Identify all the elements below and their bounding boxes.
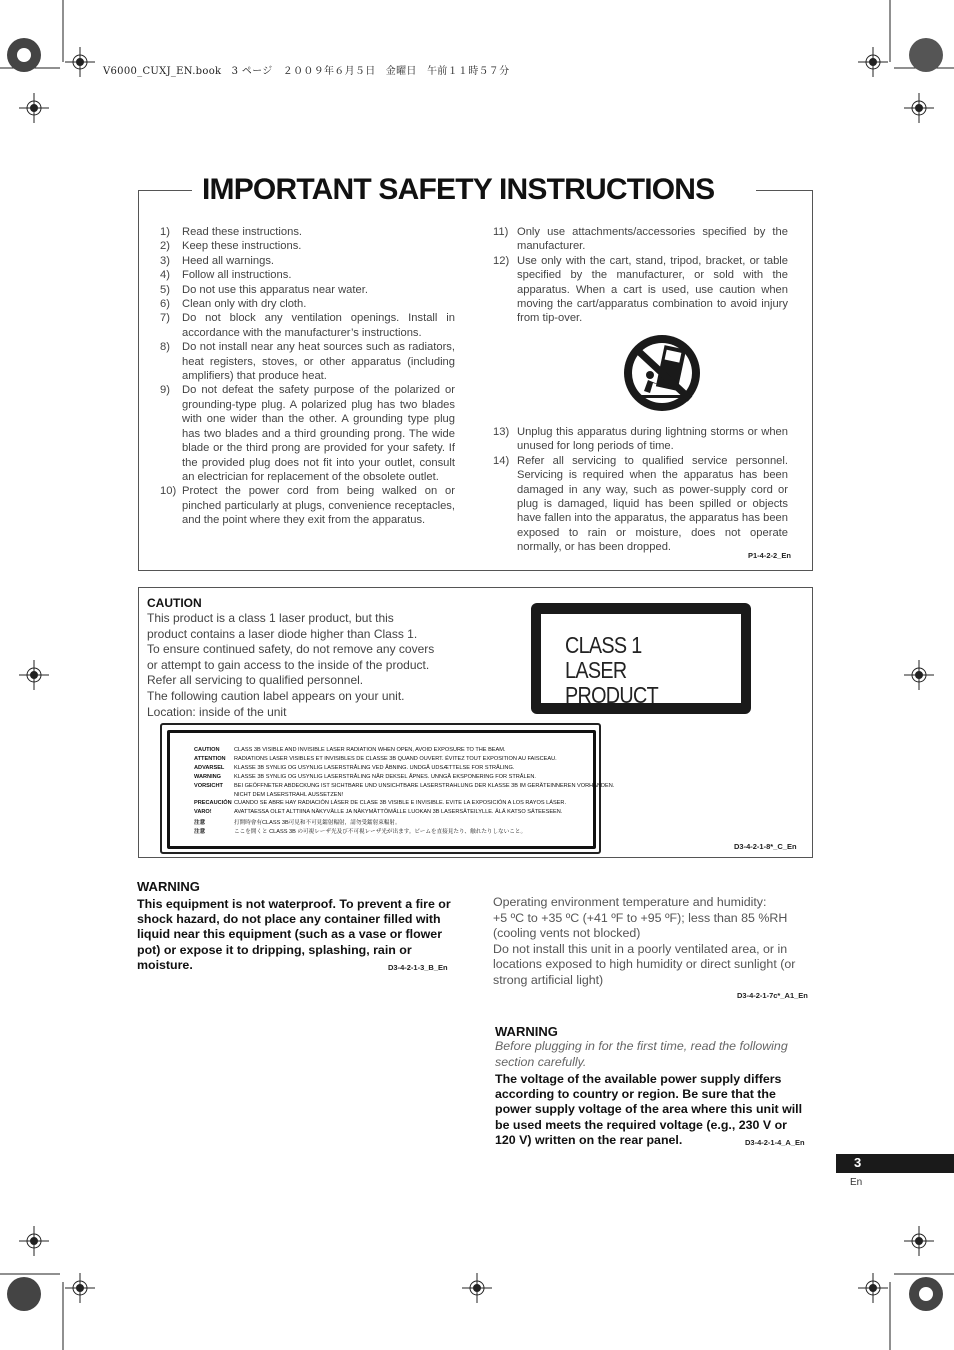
instruction-item	[160, 225, 455, 239]
sticker-heading: ATTENTION	[194, 755, 226, 762]
instruction-item	[160, 268, 455, 282]
sticker-row	[194, 792, 343, 798]
registration-mark-icon	[19, 1226, 49, 1256]
environment-line: Operating environment temperature and humidity:	[493, 895, 767, 909]
environment-line: strong artificial light)	[493, 972, 604, 987]
caution-line: Refer all servicing to qualified personnel.	[147, 673, 364, 688]
caution-line: This product is a class 1 laser product, but this	[147, 611, 394, 625]
instruction-item	[160, 239, 455, 253]
instruction-text: Protect the power cord from being walked on or pinched particularly at plugs, convenience receptacles, and the point where they exit from the apparatus.	[182, 485, 455, 527]
instruction-text: Read these instructions.	[182, 226, 303, 238]
instruction-text: Only use attachments/accessories specified by the manufacturer.	[517, 226, 788, 253]
sticker-row	[194, 747, 505, 753]
environment-line: locations exposed to high humidity or direct sunlight (or	[493, 957, 796, 972]
sticker-text: CLASS 3B VISIBLE AND INVISIBLE LASER RADIATION WHEN OPEN, AVOID EXPOSURE TO THE BEAM.	[234, 747, 506, 753]
environment-line: (cooling vents not blocked)	[493, 926, 641, 941]
cart-tipover-warning-icon	[620, 333, 704, 413]
instruction-item	[160, 254, 455, 268]
environment-line: Do not install this unit in a poorly ventilated area, or in	[493, 941, 788, 956]
sticker-row	[194, 827, 526, 835]
sticker-row	[194, 783, 614, 789]
sticker-heading: 注意	[194, 829, 206, 836]
registration-mark-icon	[858, 1273, 888, 1303]
sticker-row	[194, 756, 557, 762]
laser-label-line2: LASER PRODUCT	[565, 657, 658, 708]
instruction-item	[493, 454, 788, 555]
instructions-right-column-top	[493, 225, 788, 326]
warning-intro: Before plugging in for the first time, read the following section carefully.	[495, 1039, 788, 1069]
caution-line: or attempt to gain access to the inside of the product.	[147, 657, 430, 672]
registration-mark-icon	[462, 1273, 492, 1303]
caution-line: product contains a laser diode higher than Class 1.	[147, 626, 418, 641]
sticker-heading: 注意	[194, 820, 206, 827]
instruction-number: 5)	[160, 283, 170, 296]
instruction-item	[160, 484, 455, 527]
language-code: En	[850, 1177, 863, 1188]
ref-code: D3-4-2-1-3_B_En	[388, 963, 448, 972]
sticker-text: AVATTAESSA OLET ALTTIINA NÄKYVÄLLE JA NÄKYMÄTTÖMÄLLE LUOKAN 3B LASERSÄTEILYLLE. ÄLÄ KATSO SÄTEESEEN.	[234, 809, 563, 816]
instruction-text: Clean only with dry cloth.	[182, 298, 307, 311]
instruction-number: 2)	[160, 240, 170, 253]
page-number: 3	[854, 1155, 862, 1170]
caution-line: The following caution label appears on your unit.	[147, 688, 405, 703]
ref-code: D3-4-2-1-7c*_A1_En	[737, 991, 808, 1000]
instruction-number: 8)	[160, 341, 170, 354]
instruction-number: 7)	[160, 312, 170, 325]
sticker-heading: WARNING	[194, 773, 222, 780]
instruction-text: Unplug this apparatus during lightning storms or when unused for long periods of time.	[517, 426, 788, 453]
instruction-text: Do not use this apparatus near water.	[182, 283, 368, 296]
sticker-text: ここを開くと CLASS 3B の可視レーザ光及び不可視レーザ光が出ます。ビームを直接見たり、触れたりしないこと。	[234, 829, 527, 836]
caution-line: Location: inside of the unit	[147, 704, 287, 719]
instruction-number: 3)	[160, 254, 170, 267]
environment-text	[493, 895, 815, 989]
ref-code: P1-4-2-2_En	[748, 551, 791, 560]
instruction-item	[160, 297, 455, 311]
sticker-text: CUANDO SE ABRE HAY RADIACIÓN LÁSER DE CLASE 3B VISIBLE E INVISIBLE. EVITE LA EXPOSICIÓN A LOS RAYOS LÁSER.	[234, 800, 567, 807]
sticker-heading: ADVARSEL	[194, 764, 225, 771]
instruction-item	[493, 425, 788, 454]
class1-laser-label	[531, 603, 751, 714]
instruction-text: Do not block any ventilation openings. Install in accordance with the manufacturer’s instructions.	[182, 312, 455, 339]
environment-line: +5 ºC to +35 ºC (+41 ºF to +95 ºF); less than 85 %RH	[493, 910, 788, 925]
instruction-text: Follow all instructions.	[182, 269, 292, 282]
instruction-item	[160, 311, 455, 340]
sticker-row	[194, 774, 536, 780]
registration-mark-icon	[19, 660, 49, 690]
instructions-right-column-bottom	[493, 425, 788, 555]
instruction-number: 6)	[160, 298, 170, 311]
box-border-left	[138, 190, 192, 191]
instruction-text: Keep these instructions.	[182, 240, 302, 253]
caution-heading: CAUTION	[147, 596, 202, 610]
instructions-left-column	[160, 225, 455, 528]
instruction-number: 11)	[493, 226, 509, 238]
sticker-heading: VARO!	[194, 809, 212, 816]
instruction-item	[493, 254, 788, 326]
sticker-text: KLASSE 3B SYNLIG OG USYNLIG LASERSTRÅLING NÅR DEKSEL ÅPNES. UNNGÅ EKSPONERING FOR STRÅLEN.	[234, 773, 536, 780]
instruction-number: 1)	[160, 226, 170, 238]
page-title: IMPORTANT SAFETY INSTRUCTIONS	[202, 173, 715, 206]
file-header: V6000_CUXJ_EN.book 3 ページ ２００９年６月５日 金曜日 午前１１時５７分	[103, 66, 510, 77]
instruction-text: Do not install near any heat sources such as radiators, heat registers, stoves, or other apparatus (including amplifiers) that produce heat.	[182, 341, 455, 383]
laser-label-line1: CLASS 1	[565, 632, 642, 658]
sticker-text: RADIATIONS LASER VISIBLES ET INVISIBLES DE CLASSE 3B QUAND OUVERT. ÉVITEZ TOUT EXPOSITION AU FAISCEAU.	[234, 755, 557, 762]
instruction-item	[160, 283, 455, 297]
sticker-heading: PRECAUCIÓN	[194, 800, 232, 807]
box-border-right	[756, 190, 812, 191]
ref-code: D3-4-2-1-4_A_En	[745, 1138, 805, 1147]
sticker-heading: CAUTION	[194, 747, 220, 753]
page-number-tab	[836, 1154, 954, 1173]
sticker-heading: VORSICHT	[194, 782, 223, 789]
sticker-row	[194, 765, 514, 771]
instruction-text: Heed all warnings.	[182, 254, 275, 267]
registration-mark-icon	[904, 1226, 934, 1256]
instruction-number: 9)	[160, 384, 170, 397]
instruction-number: 13)	[493, 426, 510, 438]
instruction-number: 10)	[160, 485, 177, 498]
caution-line: To ensure continued safety, do not remove any covers	[147, 642, 435, 657]
instruction-item	[160, 383, 455, 484]
instruction-text: Refer all servicing to qualified service personnel. Servicing is required when the apparatus has been damaged in any way, such as power-supply cord or plug is damaged, liquid has been spilled or objects have fallen into the apparatus, the apparatus has been exposed to rain or moisture, does not operate normally, or has been dropped.	[517, 454, 788, 554]
warning-heading: WARNING	[137, 879, 200, 894]
laser-caution-sticker	[160, 723, 615, 854]
registration-mark-icon	[65, 47, 95, 77]
registration-mark-icon	[904, 660, 934, 690]
sticker-row	[194, 800, 566, 806]
instruction-item	[160, 340, 455, 383]
warning-voltage-body: The voltage of the available power supply differs according to country or region. Be sure that the power supply voltage of the area where this unit will be used meets the required voltage (e.g., 230 V or 120 V) written on the rear panel.	[495, 1072, 803, 1147]
registration-mark-icon	[65, 1273, 95, 1303]
sticker-text: 打開時會有CLASS 3B可見和不可見鐳射輻射，請勿受鐳射束輻射。	[234, 820, 401, 827]
sticker-row	[194, 809, 562, 815]
warning-body: This equipment is not waterproof. To prevent a fire or shock hazard, do not place any container filled with liquid near this equipment (such as a vase or flower pot) or expose it to dripping, splashing, rain or moisture.	[137, 897, 451, 972]
sticker-text: NICHT DEM LASERSTRAHL AUSSETZEN!	[234, 791, 344, 798]
instruction-number: 4)	[160, 269, 170, 282]
caution-text	[147, 611, 467, 720]
instruction-item	[493, 225, 788, 254]
sticker-row	[194, 818, 401, 826]
sticker-text: BEI GEÖFFNETER ABDECKUNG IST SICHTBARE UND UNSICHTBARE LASERSTRAHLUNG DER KLASSE 3B IM GERÄTEINNEREN VORHANDEN.	[234, 782, 615, 789]
warning-heading: WARNING	[495, 1024, 558, 1039]
registration-mark-icon	[19, 93, 49, 123]
instruction-text: Do not defeat the safety purpose of the polarized or grounding-type plug. A polarized plug has two blades with one wider than the other. A grounding type plug has two blades and a third grounding prong. The wide blade or the third prong are provided for your safety. If the provided plug does not fit into your outlet, consult an electrician for replacement of the obsolete outlet.	[182, 384, 455, 483]
instruction-number: 14)	[493, 454, 510, 467]
ref-code: D3-4-2-1-8*_C_En	[734, 842, 797, 851]
sticker-text: KLASSE 3B SYNLIG OG USYNLIG LASERSTRÅLING VED ÅBNING. UNDGÅ UDSÆTTELSE FOR STRÅLING.	[234, 764, 515, 771]
registration-mark-icon	[858, 47, 888, 77]
registration-mark-icon	[904, 93, 934, 123]
instruction-text: Use only with the cart, stand, tripod, bracket, or table specified by the manufacturer, or sold with the apparatus. When a cart is used, use caution when moving the cart/apparatus combination to avoid injury from tip-over.	[517, 254, 788, 325]
instruction-number: 12)	[493, 254, 510, 267]
